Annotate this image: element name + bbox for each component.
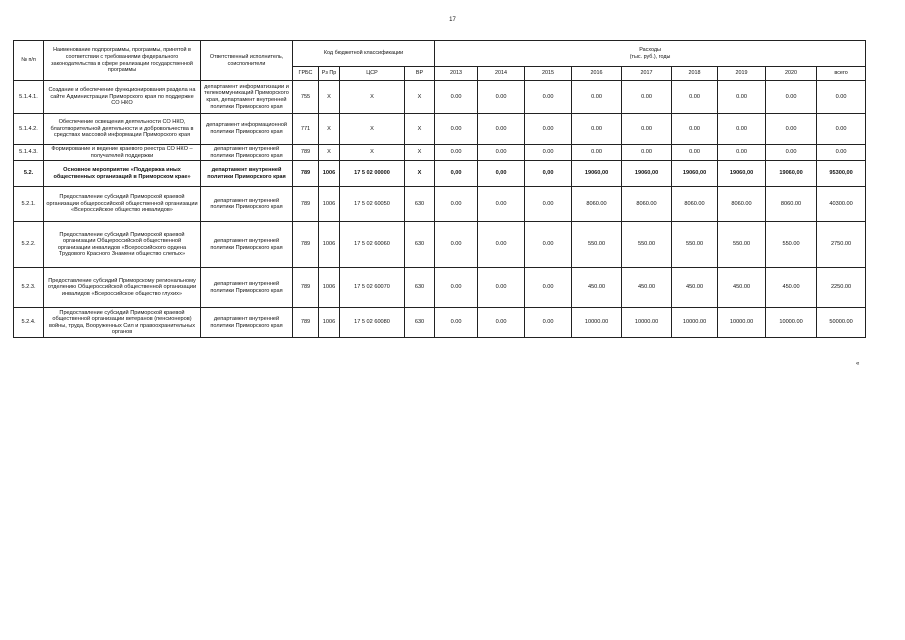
- table-row: [14, 268, 866, 308]
- row-rzpr: X: [319, 114, 340, 145]
- row-value-2017: 0.00: [622, 114, 672, 145]
- row-executor: департамент информационной политики Приморского края: [201, 114, 293, 145]
- row-vr: X: [405, 81, 435, 114]
- table-row: [14, 187, 866, 222]
- header-expenses: [435, 41, 866, 67]
- row-value-2018: 550.00: [672, 222, 718, 268]
- row-value-2018: 0.00: [672, 114, 718, 145]
- row-grbs: 789: [293, 161, 319, 187]
- row-grbs: 755: [293, 81, 319, 114]
- header-year-2015: 2015: [525, 67, 572, 81]
- row-value-2014: 0.00: [478, 145, 525, 161]
- header-csr: ЦСР: [340, 67, 405, 81]
- row-value-2016: 19060,00: [572, 161, 622, 187]
- row-value-2015: 0.00: [525, 145, 572, 161]
- row-name: Предоставление субсидий Приморской краевой организации общероссийской общественной организации «Всероссийское общество инвалидов»: [44, 187, 201, 222]
- row-value-2013: 0.00: [435, 268, 478, 308]
- row-value-2016: 550.00: [572, 222, 622, 268]
- header-executor: Ответственный исполнитель, соисполнители: [201, 41, 293, 81]
- row-csr: 17 5 02 60050: [340, 187, 405, 222]
- row-rzpr: 1006: [319, 161, 340, 187]
- row-executor: департамент внутренней политики Приморского края: [201, 161, 293, 187]
- row-value-total: 2750.00: [817, 222, 866, 268]
- row-grbs: 789: [293, 145, 319, 161]
- row-value-2019: 8060.00: [718, 187, 766, 222]
- header-total: всего: [817, 67, 866, 81]
- row-value-2018: 10000.00: [672, 308, 718, 338]
- row-num: 5.2.4.: [14, 308, 44, 338]
- row-value-2016: 450.00: [572, 268, 622, 308]
- header-rzpr: Рз Пр: [319, 67, 340, 81]
- row-value-2016: 0.00: [572, 145, 622, 161]
- row-value-2020: 19060,00: [766, 161, 817, 187]
- row-value-2016: 10000.00: [572, 308, 622, 338]
- header-budget-code: Код бюджетной классификации: [293, 41, 435, 67]
- row-name: Основное мероприятие «Поддержка иных общественных организаций в Приморском крае»: [44, 161, 201, 187]
- row-value-2014: 0.00: [478, 222, 525, 268]
- row-value-2013: 0.00: [435, 187, 478, 222]
- row-value-2020: 10000.00: [766, 308, 817, 338]
- row-name: Предоставление субсидий Приморской краевой организации Общероссийской общественной организации инвалидов «Всероссийского ордена Трудового Красного Знамени общество слепых»: [44, 222, 201, 268]
- row-value-total: 2250.00: [817, 268, 866, 308]
- row-value-2014: 0.00: [478, 187, 525, 222]
- row-value-total: 0.00: [817, 145, 866, 161]
- row-value-2013: 0,00: [435, 161, 478, 187]
- row-value-2017: 550.00: [622, 222, 672, 268]
- row-grbs: 789: [293, 308, 319, 338]
- row-value-2015: 0.00: [525, 187, 572, 222]
- row-grbs: 789: [293, 268, 319, 308]
- footnote-mark: «: [856, 361, 860, 367]
- row-rzpr: X: [319, 81, 340, 114]
- row-value-total: 0.00: [817, 114, 866, 145]
- row-value-2020: 0.00: [766, 81, 817, 114]
- row-value-2020: 0.00: [766, 145, 817, 161]
- row-value-2020: 0.00: [766, 114, 817, 145]
- row-value-2014: 0.00: [478, 308, 525, 338]
- header-num: № п/п: [14, 41, 44, 81]
- row-value-2016: 0.00: [572, 114, 622, 145]
- row-name: Обеспечение освещения деятельности СО НКО, благотворительной деятельности и добровольчества в средствах массовой информации Приморского края: [44, 114, 201, 145]
- row-value-2019: 0.00: [718, 145, 766, 161]
- row-num: 5.2.2.: [14, 222, 44, 268]
- row-value-2013: 0.00: [435, 308, 478, 338]
- row-value-2020: 550.00: [766, 222, 817, 268]
- row-rzpr: 1006: [319, 187, 340, 222]
- row-value-2014: 0,00: [478, 161, 525, 187]
- row-value-2014: 0.00: [478, 268, 525, 308]
- row-executor: департамент внутренней политики Приморского края: [201, 187, 293, 222]
- row-csr: X: [340, 145, 405, 161]
- row-vr: X: [405, 161, 435, 187]
- row-executor: департамент внутренней политики Приморского края: [201, 308, 293, 338]
- table-row: [14, 81, 866, 114]
- row-value-2015: 0.00: [525, 81, 572, 114]
- row-rzpr: 1006: [319, 268, 340, 308]
- row-rzpr: 1006: [319, 308, 340, 338]
- table-row: [14, 145, 866, 161]
- row-value-2019: 10000.00: [718, 308, 766, 338]
- row-num: 5.1.4.2.: [14, 114, 44, 145]
- table-row: [14, 308, 866, 338]
- row-value-2015: 0.00: [525, 222, 572, 268]
- row-grbs: 789: [293, 222, 319, 268]
- row-value-2018: 19060,00: [672, 161, 718, 187]
- row-value-2014: 0.00: [478, 114, 525, 145]
- header-year-2020: 2020: [766, 67, 817, 81]
- row-csr: 17 5 02 60080: [340, 308, 405, 338]
- row-value-2017: 10000.00: [622, 308, 672, 338]
- header-year-2014: 2014: [478, 67, 525, 81]
- row-value-2020: 450.00: [766, 268, 817, 308]
- table-body: [14, 81, 866, 338]
- row-executor: департамент информатизации и телекоммуникаций Приморского края, департамент внутренней политики Приморского края: [201, 81, 293, 114]
- row-value-2020: 8060.00: [766, 187, 817, 222]
- row-value-2019: 0.00: [718, 81, 766, 114]
- header-expenses-sub: (тыс. руб.), годы: [629, 53, 671, 60]
- row-num: 5.2.1.: [14, 187, 44, 222]
- row-value-2013: 0.00: [435, 114, 478, 145]
- row-value-2019: 450.00: [718, 268, 766, 308]
- row-csr: X: [340, 114, 405, 145]
- row-csr: 17 5 02 00000: [340, 161, 405, 187]
- row-vr: X: [405, 114, 435, 145]
- row-value-2018: 450.00: [672, 268, 718, 308]
- row-value-2018: 0.00: [672, 145, 718, 161]
- row-value-2013: 0.00: [435, 222, 478, 268]
- row-value-2017: 0.00: [622, 145, 672, 161]
- row-vr: 630: [405, 222, 435, 268]
- row-name: Формирование и ведение краевого реестра СО НКО – получателей поддержки: [44, 145, 201, 161]
- row-executor: департамент внутренней политики Приморского края: [201, 145, 293, 161]
- row-value-total: 0.00: [817, 81, 866, 114]
- row-rzpr: X: [319, 145, 340, 161]
- row-value-2015: 0.00: [525, 114, 572, 145]
- row-num: 5.1.4.3.: [14, 145, 44, 161]
- row-num: 5.2.: [14, 161, 44, 187]
- row-num: 5.1.4.1.: [14, 81, 44, 114]
- row-value-2015: 0.00: [525, 308, 572, 338]
- row-value-2018: 0.00: [672, 81, 718, 114]
- row-value-2019: 19060,00: [718, 161, 766, 187]
- table-row: [14, 114, 866, 145]
- row-vr: 630: [405, 187, 435, 222]
- row-vr: 630: [405, 308, 435, 338]
- header-vr: ВР: [405, 67, 435, 81]
- table-row: [14, 222, 866, 268]
- row-value-total: 50000.00: [817, 308, 866, 338]
- header-year-2013: 2013: [435, 67, 478, 81]
- row-value-2013: 0.00: [435, 145, 478, 161]
- row-name: Создание и обеспечение функционирования раздела на сайте Администрации Приморского края по поддержке СО НКО: [44, 81, 201, 114]
- row-csr: X: [340, 81, 405, 114]
- row-value-2016: 8060.00: [572, 187, 622, 222]
- row-name: Предоставление субсидий Приморскому региональному отделению Общероссийской общественной организации инвалидов «Всероссийское общество глухих»: [44, 268, 201, 308]
- row-value-2015: 0.00: [525, 268, 572, 308]
- row-value-2014: 0.00: [478, 81, 525, 114]
- row-grbs: 771: [293, 114, 319, 145]
- table-row: [14, 161, 866, 187]
- row-value-2017: 0.00: [622, 81, 672, 114]
- row-value-2017: 450.00: [622, 268, 672, 308]
- row-value-2016: 0.00: [572, 81, 622, 114]
- row-value-2018: 8060.00: [672, 187, 718, 222]
- header-name: Наименование подпрограммы, программы, принятой в соответствии с требованиями федерального законодательства в сфере реализации государственной программы: [44, 41, 201, 81]
- row-vr: 630: [405, 268, 435, 308]
- row-value-2013: 0.00: [435, 81, 478, 114]
- row-value-total: 95300,00: [817, 161, 866, 187]
- row-value-2019: 0.00: [718, 114, 766, 145]
- row-name: Предоставление субсидий Приморской краевой общественной организации ветеранов (пенсионеров) войны, труда, Вооруженных Сил и правоохранительных органов: [44, 308, 201, 338]
- row-executor: департамент внутренней политики Приморского края: [201, 222, 293, 268]
- row-rzpr: 1006: [319, 222, 340, 268]
- row-value-2017: 8060.00: [622, 187, 672, 222]
- row-value-2015: 0,00: [525, 161, 572, 187]
- expenses-table: [13, 40, 866, 338]
- row-executor: департамент внутренней политики Приморского края: [201, 268, 293, 308]
- header-year-2019: 2019: [718, 67, 766, 81]
- row-value-2019: 550.00: [718, 222, 766, 268]
- header-year-2017: 2017: [622, 67, 672, 81]
- row-csr: 17 5 02 60060: [340, 222, 405, 268]
- row-grbs: 789: [293, 187, 319, 222]
- row-csr: 17 5 02 60070: [340, 268, 405, 308]
- row-vr: X: [405, 145, 435, 161]
- header-year-2016: 2016: [572, 67, 622, 81]
- row-value-2017: 19060,00: [622, 161, 672, 187]
- page-number: 17: [449, 17, 456, 23]
- header-grbs: ГРБС: [293, 67, 319, 81]
- header-expenses-title: Расходы: [639, 46, 661, 53]
- row-num: 5.2.3.: [14, 268, 44, 308]
- row-value-total: 40300.00: [817, 187, 866, 222]
- header-year-2018: 2018: [672, 67, 718, 81]
